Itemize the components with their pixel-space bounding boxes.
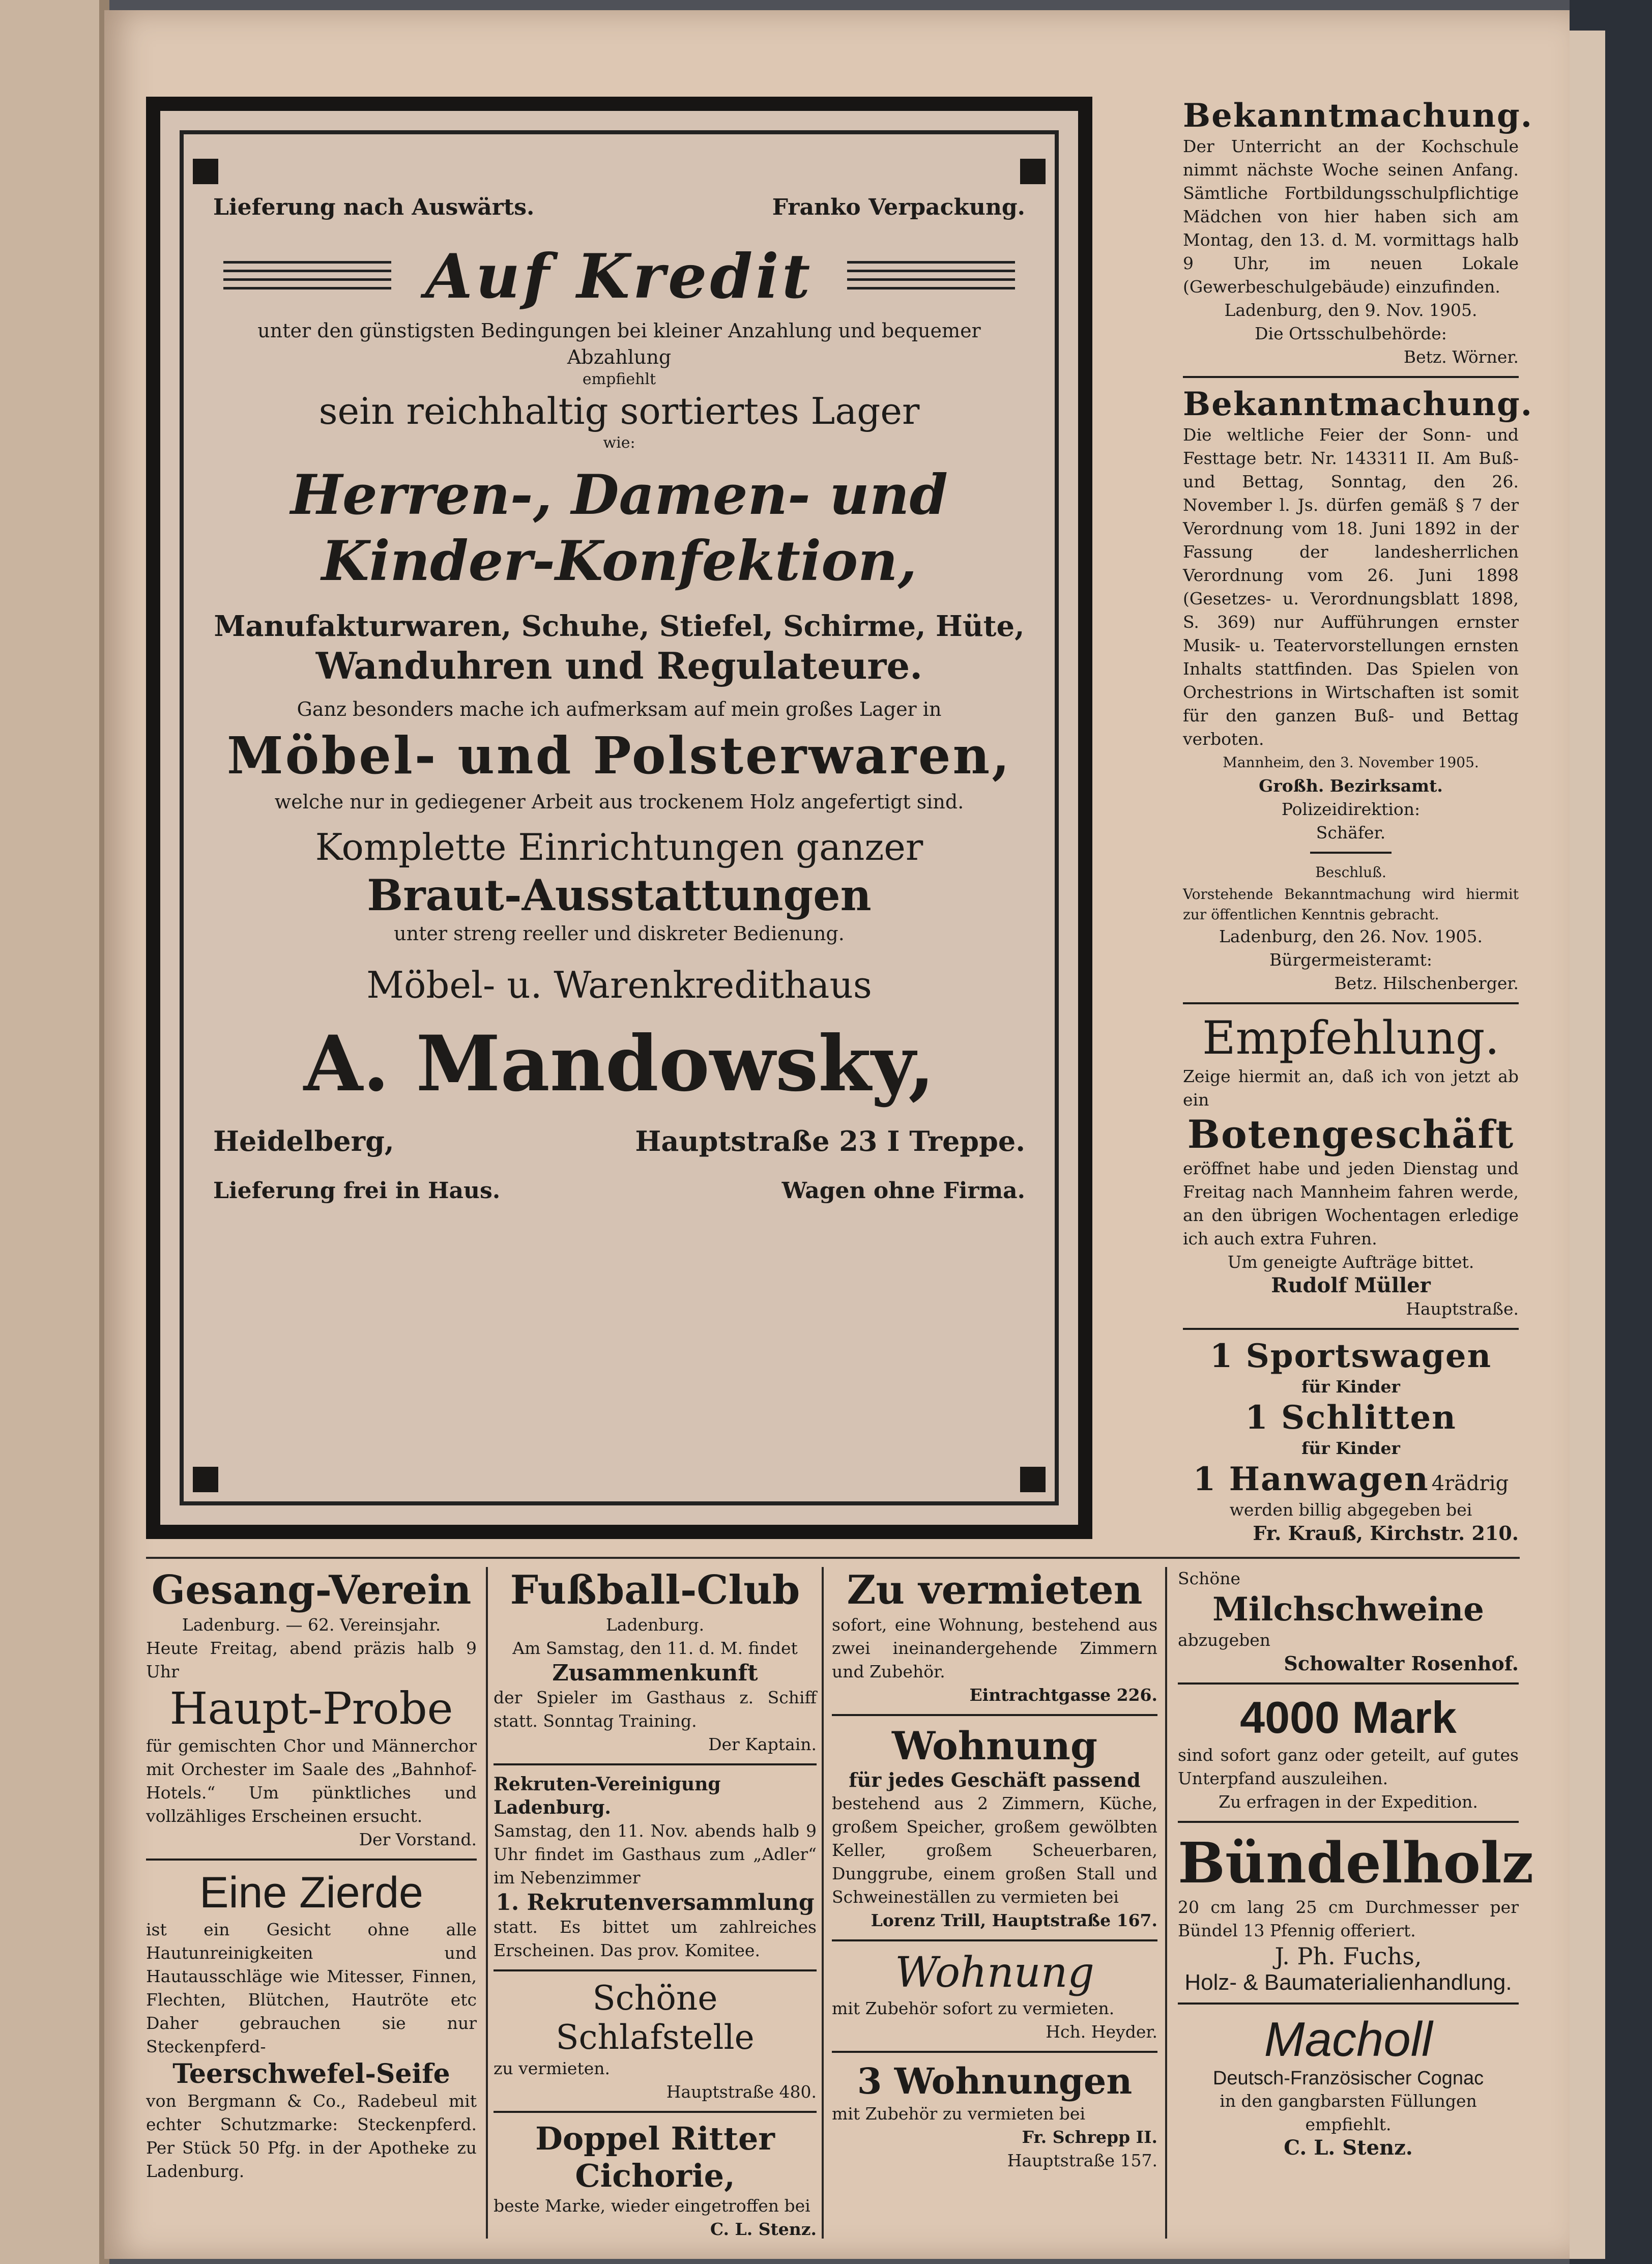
ad-uhren: Wanduhren und Regulateure. <box>315 644 923 687</box>
column-rule <box>822 1567 824 2239</box>
divider <box>832 2051 1157 2053</box>
divider <box>1183 376 1519 378</box>
buendelholz-heading: Bündelholz <box>1178 1830 1534 1896</box>
ad-firm: A. Mandowsky, <box>303 1019 935 1109</box>
wohnung-heading: Wohnung <box>891 1723 1097 1768</box>
sale-item-note: für Kinder <box>1301 1438 1400 1458</box>
ad-braut: Braut-Ausstattungen <box>367 870 872 920</box>
divider <box>146 1859 477 1861</box>
fussball-line: Ladenburg. <box>605 1615 705 1635</box>
ad-title: Auf Kredit <box>425 241 814 312</box>
vermieten-text: sofort, eine Wohnung, bestehend aus zwei ineinandergehende Zimmern und Zubehör. <box>832 1615 1157 1681</box>
ad-top-row <box>213 194 1025 220</box>
cognac-line: Deutsch-Französischer Cognac <box>1212 2068 1484 2089</box>
notice-signature: Betz. Wörner. <box>1403 347 1519 367</box>
wohnungen-text: mit Zubehör zu vermieten bei <box>832 2104 1086 2124</box>
empfehlung-bitte: Um geneigte Aufträge bittet. <box>1227 1252 1474 1272</box>
notice-date: Ladenburg, den 9. Nov. 1905. <box>1224 300 1477 320</box>
packaging-note: Franko Verpackung. <box>772 194 1025 220</box>
horizontal-rule <box>146 1557 1520 1559</box>
mark-text: sind sofort ganz oder geteilt, auf gutes Unterpfand auszuleihen. <box>1178 1745 1519 1788</box>
no-firm-note: Wagen ohne Firma. <box>781 1178 1025 1204</box>
beschluss-authority: Bürgermeisteramt: <box>1269 950 1432 970</box>
mark-heading: 4000 Mark <box>1240 1692 1457 1743</box>
sale-signature: Fr. Krauß, Kirchstr. 210. <box>1253 1522 1519 1545</box>
ad-content <box>180 130 1059 1505</box>
corner-square <box>193 1467 218 1492</box>
zierde-text: ist ein Gesicht ohne alle Hautunreinigkeiten und Hautausschläge wie Mitesser, Finnen, Flechten, Blütchen, Hautröte etc Daher gebrauchen sie nur Steckenpferd- <box>146 1920 477 2056</box>
vermieten-heading: Zu vermieten <box>847 1567 1143 1613</box>
empfehlung-address: Hauptstraße. <box>1406 1299 1519 1319</box>
ad-bedienung: unter streng reeller und diskreter Bedienung. <box>394 922 845 945</box>
cognac-signature: C. L. Stenz. <box>1284 2136 1413 2160</box>
milchschweine-heading: Milchschweine <box>1212 1590 1484 1629</box>
hauptprobe-heading: Haupt-Probe <box>169 1684 453 1734</box>
empfehlung-signature: Rudolf Müller <box>1271 1273 1431 1297</box>
rekruten-heading: Rekruten-Vereinigung Ladenburg. <box>494 1774 721 1818</box>
sale-item-note: für Kinder <box>1301 1377 1400 1397</box>
ad-moebel: Möbel- und Polsterwaren, <box>226 725 1012 786</box>
ad-einrichtungen: Komplette Einrichtungen ganzer <box>315 826 923 868</box>
sale-text: werden billig abgegeben bei <box>1229 1500 1472 1520</box>
gesangverein-line: Ladenburg. — 62. Vereinsjahr. <box>182 1615 441 1635</box>
fussball-heading: Fußball-Club <box>510 1567 800 1613</box>
schowalter-signature: Schowalter Rosenhof. <box>1284 1652 1519 1675</box>
ad-address: Hauptstraße 23 I Treppe. <box>635 1125 1025 1157</box>
gesangverein-text: für gemischten Chor und Männerchor mit Orchester im Saale des „Bahnhof-Hotels.“ Um pünktliches und vollzähliges Erscheinen ersucht. <box>146 1736 477 1826</box>
column-vermieten <box>832 1567 1157 2172</box>
spine-fragment <box>0 0 99 20</box>
free-delivery-note: Lieferung frei in Haus. <box>213 1178 501 1204</box>
sale-item-row <box>1183 1460 1519 1498</box>
column-milchschweine <box>1178 1567 1534 2160</box>
sale-item-note: 4rädrig <box>1431 1472 1509 1495</box>
rekruten-big: 1. Rekrutenversammlung <box>496 1890 815 1915</box>
ad-waren: Manufakturwaren, Schuhe, Stiefel, Schirme, Hüte, <box>214 609 1025 643</box>
left-page-spine <box>0 0 109 2264</box>
notice-text: Die weltliche Feier der Sonn- und Festtage betr. Nr. 143311 II. Am Buß- und Bettag, Sonntag, den 26. November l. Js. dürfen gemäß § 7 der Verordnung vom 18. Juni 1892 in der Fassung der landesherrlichen Verordnung vom 26. Juni 1898 (Gesetzes- u. Verordnungsblatt 1898, S. 369) nur Aufführungen ernster Musik- u. Teatervorstellungen ernsten Inhalts stattfinden. Das Spielen von Orchestrions in Wirtschaften ist somit für den ganzen Buß- und Bettag verboten. <box>1183 425 1519 749</box>
gesangverein-line: Heute Freitag, abend präzis halb 9 Uhr <box>146 1638 477 1681</box>
divider <box>494 2111 817 2113</box>
schlafstelle-heading: Schöne Schlafstelle <box>556 1979 755 2057</box>
divider <box>1178 2002 1519 2005</box>
notice-text: Der Unterricht an der Kochschule nimmt nächste Woche seinen Anfang. Sämtliche Fortbildungsschulpflichtige Mädchen von hier haben sich am Montag, den 13. d. M. vormittags halb 9 Uhr, im neuen Lokale (Gewerbeschulgebäude) einzufinden. <box>1183 136 1519 297</box>
column-gesangverein <box>146 1567 477 2183</box>
schoene-label: Schöne <box>1178 1569 1240 1588</box>
ad-lager: sein reichhaltig sortiertes Lager <box>318 390 920 432</box>
ad-konfektion: Herren-, Damen- und Kinder-Konfektion, <box>291 463 948 593</box>
fuchs-name: J. Ph. Fuchs, <box>1274 1942 1422 1970</box>
corner-square <box>193 159 218 184</box>
beschluss-text: Vorstehende Bekanntmachung wird hiermit zur öffentlichen Kenntnis gebracht. <box>1183 886 1519 923</box>
notice-signature: Schäfer. <box>1316 823 1386 843</box>
corner-square <box>1020 159 1046 184</box>
rekruten-text: statt. Es bittet um zahlreiches Erscheinen. Das prov. Komitee. <box>494 1917 817 1960</box>
gesangverein-heading: Gesang-Verein <box>151 1567 472 1613</box>
empfehlung-text: Zeige hiermit an, daß ich von jetzt ab ein <box>1183 1066 1519 1110</box>
cichorie-heading: Cichorie, <box>575 2157 735 2194</box>
ad-aufmerksam: Ganz besonders mache ich aufmerksam auf mein großes Lager in <box>297 698 942 720</box>
wohnung-signature: Lorenz Trill, Hauptstraße 167. <box>871 1910 1157 1930</box>
column-fussball <box>494 1567 817 2241</box>
sale-item: 1 Sportswagen <box>1209 1337 1492 1375</box>
divider <box>1183 1328 1519 1330</box>
ad-haus: Möbel- u. Warenkredithaus <box>366 964 872 1006</box>
gesangverein-signature: Der Vorstand. <box>359 1830 477 1849</box>
column-rule <box>486 1567 488 2239</box>
wohnungen-signature: Fr. Schrepp II. <box>1022 2127 1157 2147</box>
decorative-lines <box>847 261 1015 296</box>
cichorie-signature: C. L. Stenz. <box>710 2219 817 2239</box>
cichorie-text: beste Marke, wieder eingetroffen bei <box>494 2196 810 2216</box>
buendelholz-text: 20 cm lang 25 cm Durchmesser per Bündel 13 Pfennig offeriert. <box>1178 1897 1519 1940</box>
abzugeben-label: abzugeben <box>1178 1630 1270 1650</box>
beschluss-heading: Beschluß. <box>1315 864 1386 881</box>
seife-heading: Teerschwefel-Seife <box>172 2058 450 2089</box>
divider <box>1178 1682 1519 1685</box>
divider <box>494 1969 817 1971</box>
ad-empfiehlt: empfiehlt <box>582 370 656 388</box>
botengeschaeft-heading: Botengeschäft <box>1187 1112 1515 1157</box>
ad-intro: unter den günstigsten Bedingungen bei kleiner Anzahlung und bequemer Abzahlung <box>257 320 981 368</box>
schlafstelle-text: zu vermieten. <box>494 2058 610 2078</box>
notice-police: Polizeidirektion: <box>1281 799 1421 819</box>
notice-date: Mannheim, den 3. November 1905. <box>1223 754 1479 771</box>
wohnung-text: bestehend aus 2 Zimmern, Küche, großem Speicher, großem gewölbten Keller, großem Scheuerbaren, Dunggrube, einem großen Stall und Schweineställen zu vermieten bei <box>832 1793 1157 1907</box>
zierde-heading: Eine Zierde <box>199 1868 423 1917</box>
wohnung-sub: für jedes Geschäft passend <box>849 1768 1141 1791</box>
macholl-heading: Macholl <box>1264 2012 1433 2067</box>
wohnungen-heading: 3 Wohnungen <box>857 2060 1133 2102</box>
sale-item: 1 Hanwagen <box>1193 1460 1429 1498</box>
wohnungen-address: Hauptstraße 157. <box>1007 2151 1157 2170</box>
empfehlung-heading: Empfehlung. <box>1202 1011 1500 1065</box>
ad-wie: wie: <box>603 434 635 452</box>
newspaper-page <box>104 10 1570 2259</box>
zierde-text: von Bergmann & Co., Radebeul mit echter Schutzmarke: Steckenpferd. Per Stück 50 Pfg. in der Apotheke zu Ladenburg. <box>146 2091 477 2181</box>
sale-item: 1 Schlitten <box>1245 1399 1457 1437</box>
ad-bottom-row <box>213 1178 1025 1204</box>
mark-expedition: Zu erfragen in der Expedition. <box>1219 1792 1478 1812</box>
zusammenkunft-heading: Zusammenkunft <box>552 1660 758 1686</box>
divider <box>832 1939 1157 1941</box>
wohnung2-heading: Wohnung <box>895 1949 1094 1997</box>
divider <box>832 1714 1157 1716</box>
divider <box>1183 1002 1519 1004</box>
ad-arbeit: welche nur in gediegener Arbeit aus trockenem Holz angefertigt sind. <box>274 791 964 813</box>
fussball-text: der Spieler im Gasthaus z. Schiff statt. Sonntag Training. <box>494 1688 817 1731</box>
notice-authority: Die Ortsschulbehörde: <box>1255 324 1447 343</box>
divider <box>1310 852 1392 854</box>
cichorie-heading: Doppel Ritter <box>535 2120 775 2157</box>
notice-heading: Bekanntmachung. <box>1183 97 1533 135</box>
ad-address-row <box>213 1125 1025 1157</box>
corner-square <box>1020 1467 1046 1492</box>
decorative-lines <box>223 261 391 296</box>
right-page-edge <box>1570 0 1652 2264</box>
wohnung2-text: mit Zubehör sofort zu vermieten. <box>832 1998 1115 2018</box>
right-column <box>1183 97 1533 1545</box>
rekruten-text: Samstag, den 11. Nov. abends halb 9 Uhr findet im Gasthaus zum „Adler“ im Nebenzimmer <box>494 1821 817 1888</box>
divider <box>1178 1821 1519 1823</box>
fuchs-business: Holz- & Baumaterialienhandlung. <box>1184 1970 1512 1995</box>
fussball-line: Am Samstag, den 11. d. M. findet <box>512 1638 798 1658</box>
cognac-text: in den gangbarsten Füllungen empfiehlt. <box>1220 2091 1477 2134</box>
next-page-edge <box>1570 31 1605 2259</box>
vermieten-address: Eintrachtgasse 226. <box>969 1685 1157 1705</box>
divider <box>494 1763 817 1765</box>
column-rule <box>1165 1567 1167 2239</box>
notice-heading: Bekanntmachung. <box>1183 385 1533 423</box>
schlafstelle-address: Hauptstraße 480. <box>666 2082 817 2102</box>
mandowsky-advertisement <box>146 97 1092 1539</box>
fussball-signature: Der Kaptain. <box>708 1734 817 1754</box>
notice-authority: Großh. Bezirksamt. <box>1259 776 1443 796</box>
ad-city: Heidelberg, <box>213 1125 394 1157</box>
empfehlung-text: eröffnet habe und jeden Dienstag und Freitag nach Mannheim fahren werde, an den übrigen Wochentagen erledige ich auch extra Fuhren. <box>1183 1158 1519 1249</box>
wohnung2-signature: Hch. Heyder. <box>1046 2022 1157 2042</box>
beschluss-signature: Betz. Hilschenberger. <box>1334 973 1519 993</box>
beschluss-date: Ladenburg, den 26. Nov. 1905. <box>1219 926 1483 946</box>
delivery-note: Lieferung nach Auswärts. <box>213 194 535 220</box>
